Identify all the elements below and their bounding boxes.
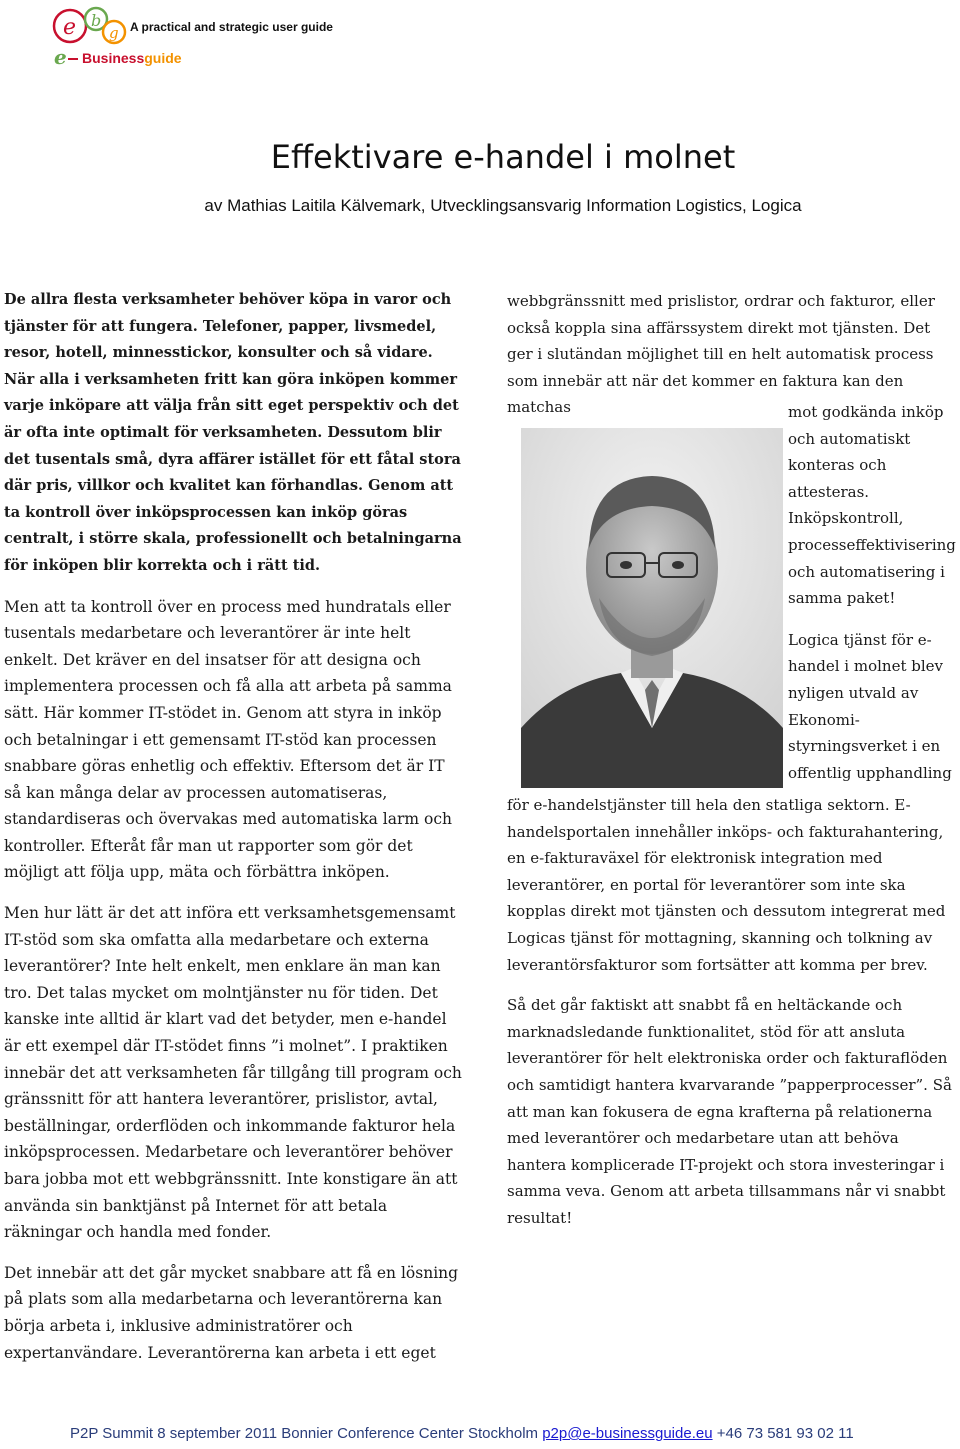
text-line: styrningsverket i en: [788, 737, 941, 756]
text-line: Inköpskontroll,: [788, 509, 904, 528]
paragraph: webbgränssnitt med prislistor, ordrar och fakturor, eller också koppla sina affärssystem direkt mot tjänsten. Det ger i slutändan möjlighet till en helt automatisk process som innebär att när det kommer en faktura kan den matchas: [507, 292, 935, 417]
tagline: A practical and strategic user guide: [130, 20, 333, 34]
portrait-photo: [521, 428, 783, 788]
text-line: nyligen utvald av: [788, 683, 919, 702]
logo-letter-e: e: [63, 15, 77, 40]
intro-paragraph: De allra flesta verksamheter behöver köpa in varor och tjänster för att fungera. Telefoner, papper, livsmedel, resor, hotell, minnesstickor, konsulter och så vidare. När alla i verksamheten fritt kan göra inköpen kommer varje inköpare att välja från sitt eget perspektiv och det är ofta inte optimalt för verksamheten. Dessutom blir det tusentals små, dyra affärer istället för ett fåtal stora där pris, villkor och kvalitet kan förhandlas. Genom att ta kontroll över inköpsprocessen kan inköp göras centralt, i större skala, professionellt och betalningarna för inköpen blir korrekta och i rätt tid.: [4, 291, 462, 574]
footer-phone: +46 73 581 93 02 11: [716, 1425, 854, 1442]
text-line: handel i molnet blev: [788, 657, 944, 676]
left-column: [4, 287, 464, 1366]
footer-event: P2P Summit 8 september 2011 Bonnier Conference Center Stockholm: [70, 1425, 539, 1442]
text-line: samma paket!: [788, 589, 896, 608]
text-line: och automatisering i: [788, 562, 945, 581]
text-line: Logica tjänst för e-: [788, 630, 932, 649]
text-line: och automatiskt: [788, 429, 911, 448]
article-title: Effektivare e-handel i molnet: [270, 138, 736, 176]
text-line: Ekonomi-: [788, 710, 860, 729]
right-column-narrow: [788, 399, 960, 786]
brand-business: Business: [82, 50, 145, 66]
paragraph: Men hur lätt är det att införa ett verksamhetsgemensamt IT-stöd som ska omfatta alla medarbetare och externa leverantörer? Inte helt enkelt, men enklare än man kan tro. Det talas mycket om molntjänster nu för tiden. Det kanske inte alltid är klart vad det betyder, men e-handel är ett exempel där IT-stödet finns ”i molnet”. I praktiken innebär det att verksamheten får tillgång till program och gränssnitt för att hantera leverantörer, prislistor, avtal, beställningar, orderflöden och inkommande fakturor hela inköpsprocessen. Medarbetare och leverantörer behöver bara jobba mot ett webbgränssnitt. Inte konstigare än att använda sin banktjänst på Internet för att betala räkningar och handla med fonder.: [4, 904, 462, 1242]
paragraph: för e-handelstjänster till hela den statliga sektorn. E-handelsportalen innehåller inköps- och fakturahantering, en e-fakturaväxel för elektronisk integration med leverantörer, en portal för leverantörer som inte ska kopplas direkt mot tjänsten och dessutom integrerat med Logicas tjänst för mottagning, skanning och tolkning av leverantörsfakturor som fortsätter att komma per brev.: [507, 796, 946, 974]
footer: [70, 1425, 854, 1442]
text-line: processeffektivisering: [788, 535, 956, 554]
brand-e-mark: [52, 46, 82, 68]
logo-letter-b: b: [91, 11, 102, 30]
author-portrait: [521, 428, 783, 788]
paragraph: Det innebär att det går mycket snabbare att få en lösning på plats som alla medarbetarna och leverantörerna kan börja arbeta i, inklusive administratörer och expertanvändare. Leverantörerna kan arbeta i ett eget: [4, 1263, 459, 1362]
footer-email-link[interactable]: p2p@e-businessguide.eu: [542, 1425, 713, 1442]
right-column-bottom: [507, 792, 957, 1232]
paragraph: Men att ta kontroll över en process med hundratals eller tusentals medarbetare och leverantörer är inte helt enkelt. Det kräver en del insatser för att designa och implementera processen och få alla att arbeta på samma sätt. Här kommer IT-stödet in. Genom att styra in inköp och betalningar i ett gemensamt IT-stöd kan processen snabbare göras enhetlig och effektiv. Eftersom det är IT så kan många delar av processen automatiseras, standardiseras och övervakas med automatiska larm och kontroller. Efteråt får man ut rapporter som gör det möjligt att följa upp, mäta och förbättra inköpen.: [4, 597, 452, 882]
text-line: mot godkända inköp: [788, 403, 944, 421]
text-line: attesteras.: [788, 482, 870, 501]
brand-e-letter: e: [54, 46, 67, 68]
byline: av Mathias Laitila Kälvemark, Utvecklingsansvarig Information Logistics, Logica: [204, 196, 802, 215]
text-line: offentlig upphandling: [788, 763, 952, 782]
logo-letter-g: g: [109, 24, 119, 42]
text-line: konteras och: [788, 456, 887, 475]
brand-name: [82, 50, 182, 66]
paragraph: Så det går faktiskt att snabbt få en heltäckande och marknadsledande funktionalitet, stöd för att ansluta leverantörer för helt elektroniska order och fakturaflöden och samtidigt hantera kvarvarande ”papperprocesser”. Så att man kan fokusera de egna krafterna på relationerna med leverantörer och medarbetare utan att behöva hantera komplicerade IT-projekt och stora investeringar i samma veva. Genom att arbeta tillsammans når vi snabbt resultat!: [507, 996, 952, 1227]
brand-guide: guide: [144, 50, 182, 66]
